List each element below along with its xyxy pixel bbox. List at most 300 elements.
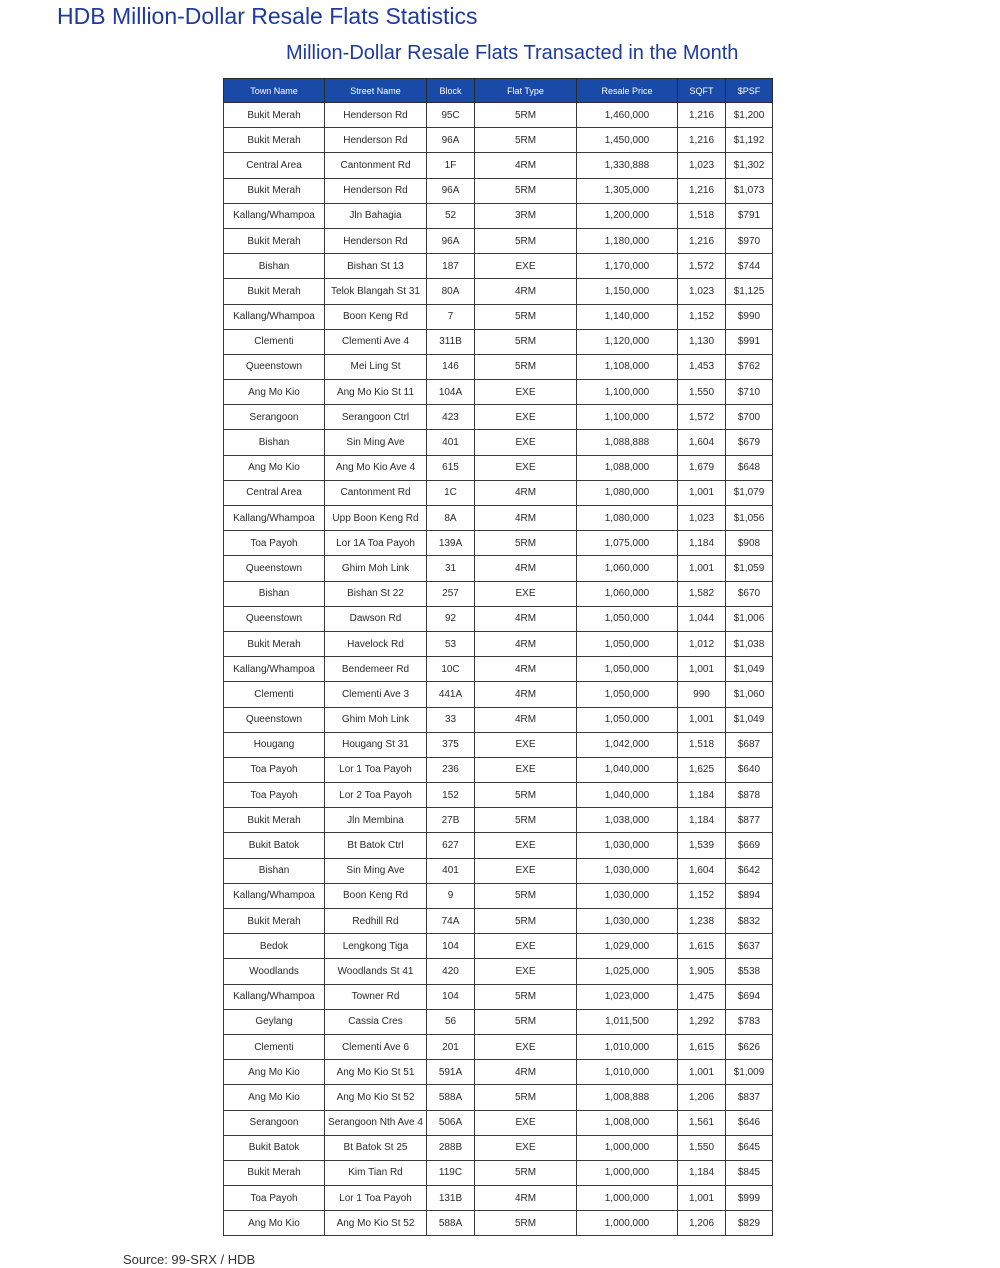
cell-sqft: 1,905 (678, 959, 726, 984)
cell-flat-type: EXE (475, 959, 577, 984)
cell-flat-type: EXE (475, 833, 577, 858)
cell-street-name: Woodlands St 41 (325, 959, 427, 984)
cell-flat-type: 5RM (475, 1085, 577, 1110)
cell-resale-price: 1,000,000 (577, 1135, 678, 1160)
cell-flat-type: 4RM (475, 556, 577, 581)
cell-block: 506A (427, 1110, 475, 1135)
cell-street-name: Sin Ming Ave (325, 430, 427, 455)
cell-street-name: Cantonment Rd (325, 480, 427, 505)
cell-sqft: 1,216 (678, 103, 726, 128)
cell-resale-price: 1,000,000 (577, 1186, 678, 1211)
table-row (224, 606, 773, 631)
cell-sqft: 1,550 (678, 1135, 726, 1160)
cell-town-name: Central Area (224, 480, 325, 505)
header-row (224, 79, 773, 103)
cell-flat-type: EXE (475, 254, 577, 279)
cell-resale-price: 1,000,000 (577, 1160, 678, 1185)
cell-psf: $762 (726, 354, 773, 379)
cell-block: 104A (427, 380, 475, 405)
cell-sqft: 1,023 (678, 279, 726, 304)
cell-town-name: Bukit Merah (224, 631, 325, 656)
cell-psf: $646 (726, 1110, 773, 1135)
cell-block: 80A (427, 279, 475, 304)
cell-street-name: Mei Ling St (325, 354, 427, 379)
cell-town-name: Queenstown (224, 606, 325, 631)
cell-flat-type: 5RM (475, 883, 577, 908)
table-row (224, 631, 773, 656)
table-row (224, 506, 773, 531)
cell-block: 56 (427, 1009, 475, 1034)
cell-resale-price: 1,100,000 (577, 405, 678, 430)
cell-psf: $642 (726, 858, 773, 883)
cell-street-name: Boon Keng Rd (325, 304, 427, 329)
cell-resale-price: 1,120,000 (577, 329, 678, 354)
cell-street-name: Redhill Rd (325, 909, 427, 934)
header-town-name: Town Name (224, 79, 325, 103)
table-row (224, 405, 773, 430)
cell-town-name: Bukit Merah (224, 909, 325, 934)
cell-street-name: Cantonment Rd (325, 153, 427, 178)
cell-sqft: 1,292 (678, 1009, 726, 1034)
cell-sqft: 1,561 (678, 1110, 726, 1135)
cell-psf: $645 (726, 1135, 773, 1160)
cell-block: 591A (427, 1060, 475, 1085)
cell-resale-price: 1,008,000 (577, 1110, 678, 1135)
cell-sqft: 1,130 (678, 329, 726, 354)
table-row (224, 657, 773, 682)
cell-flat-type: 4RM (475, 1186, 577, 1211)
cell-sqft: 1,184 (678, 783, 726, 808)
cell-flat-type: 4RM (475, 279, 577, 304)
table-row (224, 1160, 773, 1185)
header-sqft: SQFT (678, 79, 726, 103)
cell-block: 27B (427, 808, 475, 833)
cell-block: 187 (427, 254, 475, 279)
cell-psf: $829 (726, 1211, 773, 1236)
cell-flat-type: 5RM (475, 354, 577, 379)
table-row (224, 153, 773, 178)
cell-flat-type: EXE (475, 581, 577, 606)
cell-street-name: Lor 1A Toa Payoh (325, 531, 427, 556)
cell-resale-price: 1,180,000 (577, 228, 678, 253)
cell-street-name: Lor 1 Toa Payoh (325, 1186, 427, 1211)
cell-sqft: 1,615 (678, 934, 726, 959)
cell-resale-price: 1,011,500 (577, 1009, 678, 1034)
cell-psf: $1,049 (726, 707, 773, 732)
cell-town-name: Ang Mo Kio (224, 1060, 325, 1085)
cell-flat-type: 5RM (475, 178, 577, 203)
cell-sqft: 1,001 (678, 480, 726, 505)
cell-sqft: 1,206 (678, 1085, 726, 1110)
cell-street-name: Sin Ming Ave (325, 858, 427, 883)
cell-psf: $1,125 (726, 279, 773, 304)
cell-flat-type: 4RM (475, 506, 577, 531)
cell-block: 152 (427, 783, 475, 808)
cell-flat-type: EXE (475, 1034, 577, 1059)
cell-street-name: Serangoon Ctrl (325, 405, 427, 430)
cell-psf: $1,006 (726, 606, 773, 631)
cell-town-name: Kallang/Whampoa (224, 984, 325, 1009)
table-row (224, 556, 773, 581)
cell-psf: $970 (726, 228, 773, 253)
table-row (224, 732, 773, 757)
cell-resale-price: 1,030,000 (577, 858, 678, 883)
cell-town-name: Toa Payoh (224, 1186, 325, 1211)
table-row (224, 1034, 773, 1059)
header-block: Block (427, 79, 475, 103)
cell-sqft: 1,615 (678, 1034, 726, 1059)
cell-flat-type: 4RM (475, 606, 577, 631)
cell-block: 615 (427, 455, 475, 480)
cell-psf: $1,302 (726, 153, 773, 178)
cell-town-name: Kallang/Whampoa (224, 506, 325, 531)
table-row (224, 707, 773, 732)
cell-street-name: Bt Batok St 25 (325, 1135, 427, 1160)
cell-block: 588A (427, 1211, 475, 1236)
table-row (224, 783, 773, 808)
cell-town-name: Bukit Merah (224, 808, 325, 833)
cell-block: 96A (427, 128, 475, 153)
cell-town-name: Toa Payoh (224, 757, 325, 782)
cell-resale-price: 1,060,000 (577, 556, 678, 581)
cell-street-name: Henderson Rd (325, 178, 427, 203)
cell-psf: $877 (726, 808, 773, 833)
cell-psf: $990 (726, 304, 773, 329)
cell-psf: $1,060 (726, 682, 773, 707)
cell-sqft: 1,572 (678, 405, 726, 430)
table-row (224, 329, 773, 354)
cell-street-name: Dawson Rd (325, 606, 427, 631)
table-row (224, 984, 773, 1009)
cell-resale-price: 1,305,000 (577, 178, 678, 203)
cell-psf: $744 (726, 254, 773, 279)
cell-psf: $1,073 (726, 178, 773, 203)
cell-street-name: Jln Bahagia (325, 203, 427, 228)
cell-street-name: Serangoon Nth Ave 4 (325, 1110, 427, 1135)
cell-block: 1F (427, 153, 475, 178)
cell-town-name: Ang Mo Kio (224, 1085, 325, 1110)
cell-psf: $783 (726, 1009, 773, 1034)
cell-psf: $538 (726, 959, 773, 984)
cell-flat-type: EXE (475, 455, 577, 480)
cell-block: 119C (427, 1160, 475, 1185)
cell-resale-price: 1,038,000 (577, 808, 678, 833)
cell-street-name: Henderson Rd (325, 103, 427, 128)
cell-psf: $1,200 (726, 103, 773, 128)
cell-sqft: 1,012 (678, 631, 726, 656)
table-row (224, 833, 773, 858)
cell-flat-type: EXE (475, 430, 577, 455)
cell-psf: $999 (726, 1186, 773, 1211)
cell-flat-type: EXE (475, 1110, 577, 1135)
cell-block: 139A (427, 531, 475, 556)
cell-resale-price: 1,108,000 (577, 354, 678, 379)
cell-flat-type: 4RM (475, 707, 577, 732)
cell-block: 10C (427, 657, 475, 682)
cell-resale-price: 1,050,000 (577, 657, 678, 682)
cell-town-name: Bukit Merah (224, 178, 325, 203)
cell-block: 7 (427, 304, 475, 329)
cell-street-name: Ang Mo Kio St 51 (325, 1060, 427, 1085)
cell-street-name: Clementi Ave 6 (325, 1034, 427, 1059)
cell-flat-type: 5RM (475, 531, 577, 556)
cell-flat-type: 4RM (475, 1060, 577, 1085)
cell-flat-type: 5RM (475, 128, 577, 153)
cell-resale-price: 1,030,000 (577, 909, 678, 934)
table-body (224, 103, 773, 1236)
table-row (224, 909, 773, 934)
cell-block: 201 (427, 1034, 475, 1059)
cell-resale-price: 1,060,000 (577, 581, 678, 606)
table-row (224, 304, 773, 329)
cell-block: 104 (427, 984, 475, 1009)
table-row (224, 178, 773, 203)
cell-psf: $908 (726, 531, 773, 556)
cell-street-name: Telok Blangah St 31 (325, 279, 427, 304)
cell-resale-price: 1,170,000 (577, 254, 678, 279)
table-row (224, 430, 773, 455)
cell-block: 52 (427, 203, 475, 228)
cell-resale-price: 1,088,000 (577, 455, 678, 480)
cell-town-name: Bishan (224, 254, 325, 279)
cell-psf: $878 (726, 783, 773, 808)
cell-street-name: Clementi Ave 3 (325, 682, 427, 707)
cell-street-name: Clementi Ave 4 (325, 329, 427, 354)
cell-psf: $710 (726, 380, 773, 405)
cell-block: 96A (427, 178, 475, 203)
cell-street-name: Bishan St 13 (325, 254, 427, 279)
cell-psf: $1,009 (726, 1060, 773, 1085)
cell-block: 9 (427, 883, 475, 908)
table-row (224, 254, 773, 279)
cell-sqft: 1,023 (678, 506, 726, 531)
cell-sqft: 1,625 (678, 757, 726, 782)
cell-town-name: Hougang (224, 732, 325, 757)
cell-block: 441A (427, 682, 475, 707)
cell-flat-type: 4RM (475, 657, 577, 682)
cell-town-name: Kallang/Whampoa (224, 883, 325, 908)
cell-street-name: Towner Rd (325, 984, 427, 1009)
cell-flat-type: 4RM (475, 631, 577, 656)
cell-town-name: Bishan (224, 858, 325, 883)
cell-psf: $700 (726, 405, 773, 430)
cell-flat-type: 4RM (475, 682, 577, 707)
cell-resale-price: 1,150,000 (577, 279, 678, 304)
cell-town-name: Clementi (224, 1034, 325, 1059)
cell-sqft: 1,216 (678, 128, 726, 153)
cell-sqft: 1,518 (678, 732, 726, 757)
cell-psf: $670 (726, 581, 773, 606)
cell-block: 627 (427, 833, 475, 858)
cell-street-name: Lengkong Tiga (325, 934, 427, 959)
cell-psf: $694 (726, 984, 773, 1009)
table-row (224, 934, 773, 959)
cell-sqft: 1,475 (678, 984, 726, 1009)
table-subtitle: Million-Dollar Resale Flats Transacted in the Month (286, 42, 739, 64)
cell-sqft: 1,550 (678, 380, 726, 405)
cell-street-name: Hougang St 31 (325, 732, 427, 757)
table-row (224, 883, 773, 908)
cell-street-name: Henderson Rd (325, 228, 427, 253)
cell-town-name: Serangoon (224, 405, 325, 430)
cell-town-name: Queenstown (224, 556, 325, 581)
cell-street-name: Upp Boon Keng Rd (325, 506, 427, 531)
cell-psf: $626 (726, 1034, 773, 1059)
cell-psf: $791 (726, 203, 773, 228)
cell-town-name: Toa Payoh (224, 783, 325, 808)
cell-resale-price: 1,050,000 (577, 606, 678, 631)
cell-resale-price: 1,010,000 (577, 1034, 678, 1059)
cell-block: 131B (427, 1186, 475, 1211)
table-row (224, 380, 773, 405)
cell-resale-price: 1,200,000 (577, 203, 678, 228)
table-row (224, 103, 773, 128)
cell-flat-type: 5RM (475, 329, 577, 354)
cell-psf: $687 (726, 732, 773, 757)
resale-flats-table (223, 78, 773, 1236)
cell-resale-price: 1,030,000 (577, 833, 678, 858)
cell-sqft: 990 (678, 682, 726, 707)
header-psf: $PSF (726, 79, 773, 103)
cell-sqft: 1,572 (678, 254, 726, 279)
cell-sqft: 1,184 (678, 1160, 726, 1185)
cell-sqft: 1,216 (678, 228, 726, 253)
cell-psf: $894 (726, 883, 773, 908)
cell-flat-type: EXE (475, 732, 577, 757)
cell-flat-type: 4RM (475, 480, 577, 505)
cell-resale-price: 1,088,888 (577, 430, 678, 455)
cell-sqft: 1,001 (678, 707, 726, 732)
cell-block: 423 (427, 405, 475, 430)
cell-sqft: 1,453 (678, 354, 726, 379)
cell-resale-price: 1,050,000 (577, 707, 678, 732)
cell-flat-type: 5RM (475, 1160, 577, 1185)
cell-block: 236 (427, 757, 475, 782)
cell-flat-type: 5RM (475, 1211, 577, 1236)
table-row (224, 128, 773, 153)
cell-street-name: Lor 2 Toa Payoh (325, 783, 427, 808)
cell-flat-type: 3RM (475, 203, 577, 228)
cell-psf: $832 (726, 909, 773, 934)
cell-town-name: Bukit Batok (224, 833, 325, 858)
cell-block: 311B (427, 329, 475, 354)
cell-sqft: 1,604 (678, 858, 726, 883)
cell-resale-price: 1,080,000 (577, 506, 678, 531)
cell-sqft: 1,152 (678, 883, 726, 908)
cell-psf: $679 (726, 430, 773, 455)
cell-town-name: Geylang (224, 1009, 325, 1034)
cell-sqft: 1,001 (678, 1186, 726, 1211)
cell-block: 146 (427, 354, 475, 379)
table-row (224, 354, 773, 379)
cell-flat-type: 5RM (475, 228, 577, 253)
cell-town-name: Ang Mo Kio (224, 455, 325, 480)
table-row (224, 455, 773, 480)
cell-block: 74A (427, 909, 475, 934)
cell-flat-type: 5RM (475, 808, 577, 833)
cell-flat-type: EXE (475, 858, 577, 883)
cell-block: 401 (427, 858, 475, 883)
table-row (224, 682, 773, 707)
cell-sqft: 1,001 (678, 1060, 726, 1085)
source-note: Source: 99-SRX / HDB (123, 1252, 256, 1267)
cell-town-name: Toa Payoh (224, 531, 325, 556)
cell-resale-price: 1,000,000 (577, 1211, 678, 1236)
cell-town-name: Woodlands (224, 959, 325, 984)
cell-sqft: 1,679 (678, 455, 726, 480)
cell-block: 95C (427, 103, 475, 128)
table-row (224, 757, 773, 782)
table-row (224, 858, 773, 883)
cell-sqft: 1,216 (678, 178, 726, 203)
cell-town-name: Bishan (224, 581, 325, 606)
cell-block: 288B (427, 1135, 475, 1160)
cell-street-name: Ang Mo Kio St 52 (325, 1085, 427, 1110)
cell-resale-price: 1,030,000 (577, 883, 678, 908)
cell-flat-type: EXE (475, 934, 577, 959)
cell-block: 33 (427, 707, 475, 732)
cell-town-name: Bedok (224, 934, 325, 959)
cell-town-name: Kallang/Whampoa (224, 203, 325, 228)
cell-sqft: 1,582 (678, 581, 726, 606)
cell-flat-type: 5RM (475, 103, 577, 128)
cell-town-name: Serangoon (224, 1110, 325, 1135)
cell-street-name: Ang Mo Kio St 11 (325, 380, 427, 405)
cell-sqft: 1,184 (678, 531, 726, 556)
page-title: HDB Million-Dollar Resale Flats Statistics (57, 3, 478, 29)
cell-resale-price: 1,023,000 (577, 984, 678, 1009)
cell-block: 1C (427, 480, 475, 505)
cell-psf: $648 (726, 455, 773, 480)
cell-psf: $669 (726, 833, 773, 858)
cell-resale-price: 1,040,000 (577, 783, 678, 808)
cell-sqft: 1,518 (678, 203, 726, 228)
cell-town-name: Queenstown (224, 707, 325, 732)
cell-town-name: Bukit Merah (224, 1160, 325, 1185)
cell-town-name: Bukit Merah (224, 128, 325, 153)
table-row (224, 1135, 773, 1160)
table-row (224, 203, 773, 228)
cell-town-name: Ang Mo Kio (224, 1211, 325, 1236)
cell-block: 588A (427, 1085, 475, 1110)
cell-block: 92 (427, 606, 475, 631)
cell-resale-price: 1,450,000 (577, 128, 678, 153)
cell-town-name: Bukit Batok (224, 1135, 325, 1160)
cell-resale-price: 1,140,000 (577, 304, 678, 329)
cell-town-name: Ang Mo Kio (224, 380, 325, 405)
cell-street-name: Boon Keng Rd (325, 883, 427, 908)
table-row (224, 581, 773, 606)
cell-town-name: Clementi (224, 682, 325, 707)
cell-flat-type: 5RM (475, 1009, 577, 1034)
cell-town-name: Kallang/Whampoa (224, 304, 325, 329)
cell-block: 401 (427, 430, 475, 455)
cell-sqft: 1,604 (678, 430, 726, 455)
table-row (224, 808, 773, 833)
table-row (224, 1009, 773, 1034)
cell-resale-price: 1,050,000 (577, 631, 678, 656)
cell-flat-type: EXE (475, 405, 577, 430)
header-flat-type: Flat Type (475, 79, 577, 103)
cell-street-name: Havelock Rd (325, 631, 427, 656)
cell-town-name: Kallang/Whampoa (224, 657, 325, 682)
table-row (224, 959, 773, 984)
cell-block: 96A (427, 228, 475, 253)
cell-street-name: Bishan St 22 (325, 581, 427, 606)
cell-psf: $845 (726, 1160, 773, 1185)
cell-street-name: Lor 1 Toa Payoh (325, 757, 427, 782)
cell-psf: $637 (726, 934, 773, 959)
